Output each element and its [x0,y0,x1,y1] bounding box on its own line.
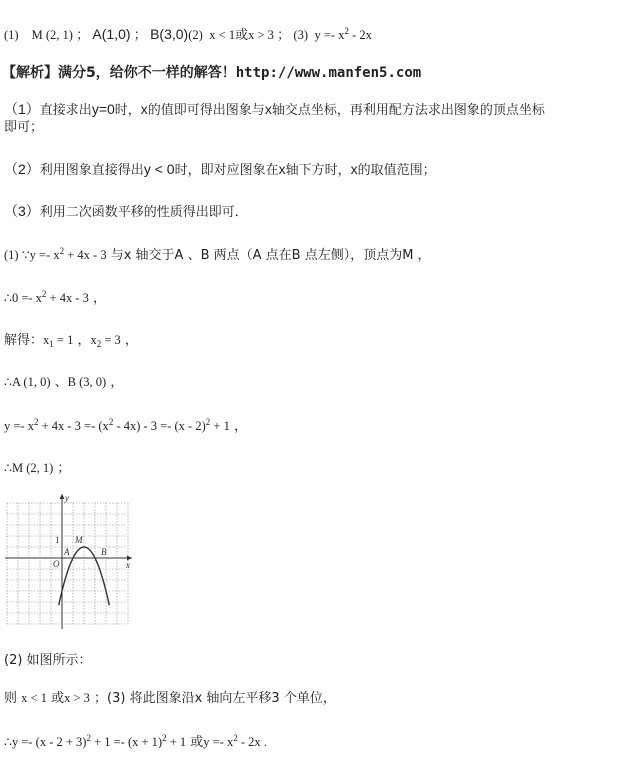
analysis-heading-line [2,65,421,81]
label-origin: O [53,559,60,569]
solution-line-1: (1) ∵y =- $x^2 + 4x - 3$ 与x 轴交于A 、B 两点（A 点在B 点左侧），顶点为M ， [4,246,431,263]
answer-ineq1: x < 1 [209,28,236,42]
answer-m-point: M (2, 1) [31,28,73,42]
answer-b-point: B(3,0) [150,26,189,42]
hint-3: （3）利用二次函数平移的性质得出即可． [4,203,248,220]
label-m: M [75,535,83,545]
hint-1-continuation: 即可； [4,120,44,135]
graph-grid [7,503,128,624]
label-a: A [64,547,70,557]
label-one: 1 [55,535,60,545]
solution-line-7: (2) 如图所示： [4,653,92,668]
solution-line-3: 解得：$x_1 = 1$ ，$x_2 = 3$ ， [4,333,138,349]
solution-line-6: ∴M (2, 1) ； [4,461,71,476]
label-y: y [65,493,69,503]
solution-line-8: 则 x < 1 或x > 3 ；(3) 将此图象沿x 轴向左平移3 个单位， [4,691,336,706]
solution-line-5: $y =- x^2 + 4x - 3 =- (x^2 - 4x) - 3 =- (x - 2)^2 + 1$ ， [4,417,247,434]
answer-part1-label: (1) [4,28,19,42]
parabola-graph [5,493,133,629]
hint-3-number: （3） [4,203,40,219]
source-url: http://www.manfen5.com [235,65,422,81]
answer-ineq2: x > 3 [248,28,274,42]
answer-or: 或 [235,28,249,43]
hint-2-number: （2） [4,161,40,177]
answer-function: $y =- x^2 - 2x$ [314,26,372,42]
hint-1-number: （1） [4,101,40,117]
solution-line-4: ∴A (1, 0) 、B (3, 0) ， [4,375,124,390]
answer-sep2: ； [133,28,147,43]
answer-part2-label: (2) [188,28,203,42]
analysis-heading: 【解析】满分5，给你不一样的解答！ [2,65,236,81]
solution-line-9: ∴y =- $(x - 2 + 3)^2 + 1 =- (x + 1)^2 + 1$ 或$y =- x^2 - 2x$ . [4,733,267,750]
answer-part3-label: (3) [293,28,308,42]
answer-sep1: ； [76,28,90,43]
answer-a-point: A(1,0) [92,26,131,42]
y-axis-arrow [60,494,65,499]
answer-sep3: ； [277,28,291,43]
hint-2: （2）利用图象直接得出y < 0时，即对应图象在x轴下方时，x的取值范围； [4,161,436,178]
hint-1: （1）直接求出y=0时，x的值即可得出图象与x轴交点坐标，再利用配方法求出图象的顶点坐标 [4,101,545,118]
answer-line [4,26,372,44]
label-x: x [126,560,130,570]
label-b: B [101,547,107,557]
solution-line-2: ∴0 =- $x^2 + 4x - 3$ ， [4,289,107,306]
